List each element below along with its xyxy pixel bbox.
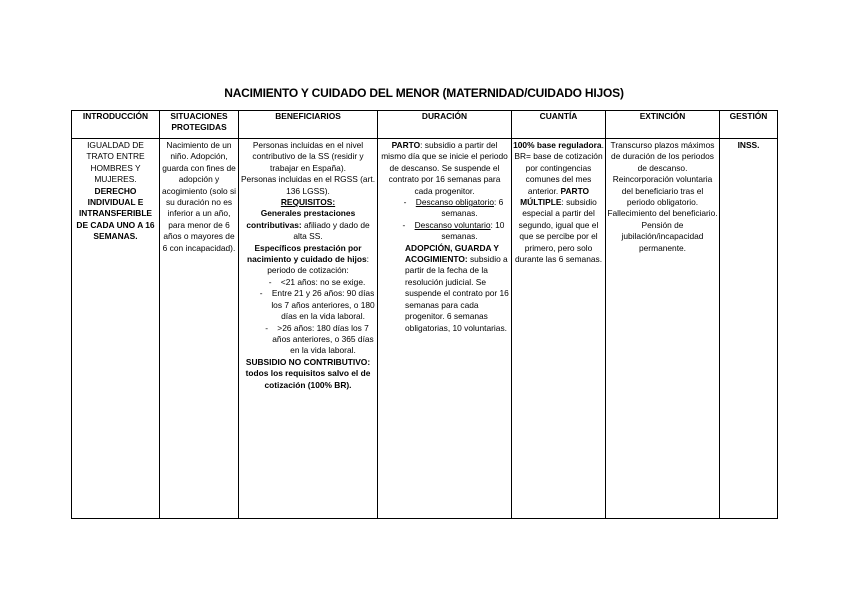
cell-situaciones [160, 139, 239, 519]
parto-label: PARTO [391, 140, 421, 150]
introduccion-bold: DERECHO INDIVIDUAL E INTRANSFERIBLE DE CADA UNO A 16 SEMANAS. [76, 185, 155, 242]
cell-beneficiarios [239, 139, 378, 519]
cuantia-text2: : subsidio especial a partir del segundo, igual que el que se percibe por el primero, pero solo durante las 6 semanas. [514, 197, 603, 265]
adopcion-label: ADOPCIÓN, GUARDA Y ACOGIMIENTO: [405, 242, 499, 265]
header-duracion: DURACIÓN [378, 111, 512, 139]
page-title: NACIMIENTO Y CUIDADO DEL MENOR (MATERNIDAD/CUIDADO HIJOS) [224, 86, 624, 100]
especificos-text: : periodo de cotización: [267, 254, 369, 276]
introduccion-text: IGUALDAD DE TRATO ENTRE HOMBRES Y MUJERES. [86, 140, 145, 185]
requisito-item: - >26 años: 180 días los 7 años anteriores, o 365 días en la vida laboral. [265, 322, 374, 356]
summary-table [71, 110, 778, 519]
cell-extincion [606, 139, 720, 519]
extincion-text: Transcurso plazos máximos de duración de los periodos de descanso. Reincorporación voluntaria del beneficiario tras el periodo obligatorio. Fallecimiento del beneficiario. Pensión de jubilación/incapacidad permanente. [607, 140, 718, 253]
requisito-item: - Entre 21 y 26 años: 90 días los 7 años anteriores, o 180 días en la vida laboral. [259, 288, 375, 322]
subsidio-no-contributivo: SUBSIDIO NO CONTRIBUTIVO: todos los requisitos salvo el de cotización (100% BR). [245, 356, 371, 390]
cuantia-text1: . BR= base de cotización por contingencias comunes del mes anterior. [514, 140, 604, 196]
header-introduccion: INTRODUCCIÓN [72, 111, 160, 139]
header-extincion: EXTINCIÓN [606, 111, 720, 139]
requisito-item: - <21 años: no se exige. [268, 276, 366, 287]
header-row [72, 111, 778, 139]
beneficiarios-p2: Personas incluidas en el RGSS (art. 136 LGSS). [240, 174, 376, 196]
generales-text: afiliado y dado de alta SS. [293, 219, 370, 242]
parto-text: : subsidio a partir del mismo día que se inicie el periodo de descanso. Se suspende el contrato por 16 semanas para cada progenitor. [381, 140, 508, 196]
parto-multiple-label: PARTO MÚLTIPLE [520, 185, 590, 208]
header-beneficiarios: BENEFICIARIOS [239, 111, 378, 139]
cell-duracion [378, 139, 512, 519]
descanso-item: - Descanso obligatorio: 6 semanas. [403, 197, 504, 219]
content-row [72, 139, 778, 519]
header-cuantia: CUANTÍA [512, 111, 606, 139]
requisitos-heading: REQUISITOS: [280, 197, 336, 208]
situaciones-text: Nacimiento de un niño. Adopción, guarda con fines de adopción y acogimiento (solo si su duración no es inferior a un año, para menor de 6 años o mayores de 6 con incapacidad). [161, 140, 236, 253]
header-situaciones: SITUACIONES PROTEGIDAS [160, 111, 239, 139]
cell-gestion [720, 139, 778, 519]
cuantia-bold1: 100% base reguladora [513, 140, 602, 150]
especificos-label: Específicos prestación por nacimiento y cuidado de hijos [247, 242, 367, 265]
beneficiarios-p1: Personas incluidas en el nivel contributivo de la SS (residir y trabajar en España). [252, 140, 364, 173]
gestion-text: INSS. [737, 140, 760, 150]
cell-introduccion [72, 139, 160, 519]
descanso-item: - Descanso voluntario: 10 semanas. [402, 219, 505, 242]
generales-label: Generales prestaciones contributivas: [246, 208, 356, 230]
header-gestion: GESTIÓN [720, 111, 778, 139]
cell-cuantia [512, 139, 606, 519]
adopcion-text: subsidio a partir de la fecha de la resolución judicial. Se suspende el contrato por 16 semanas para cada progenitor. 6 semanas obligatorias, 10 voluntarias. [405, 254, 509, 333]
